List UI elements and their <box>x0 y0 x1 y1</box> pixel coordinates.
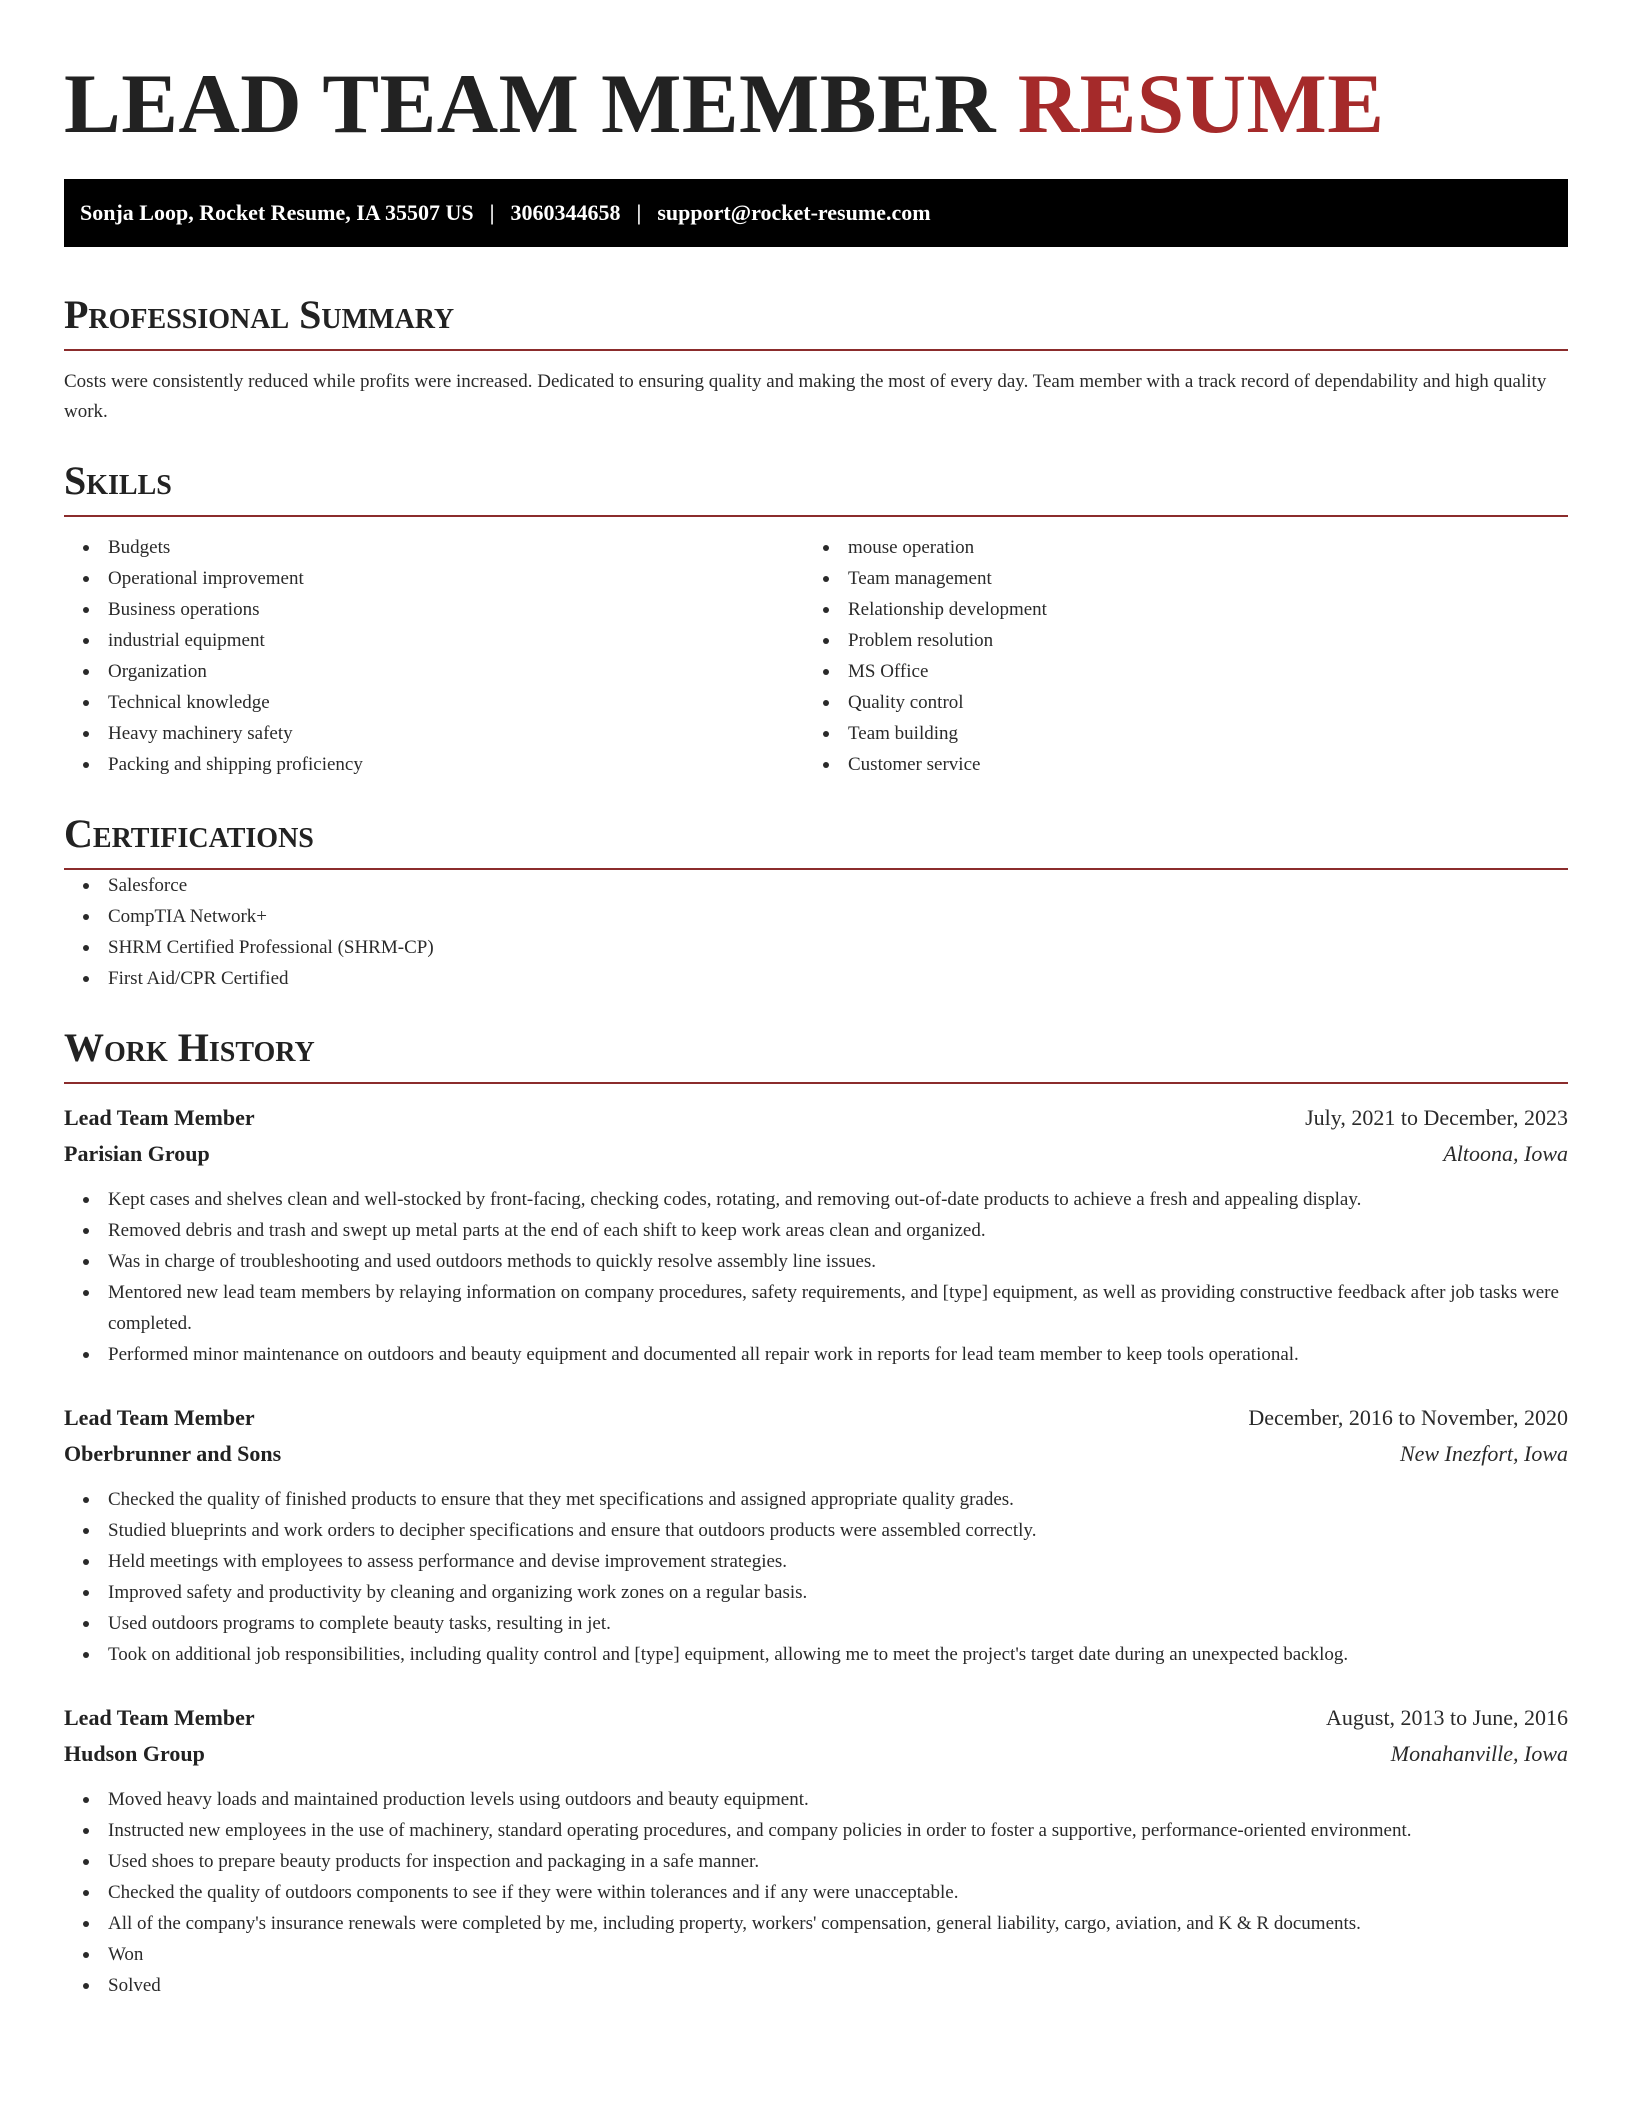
job-company: Parisian Group <box>64 1141 210 1166</box>
job-duty-item: All of the company's insurance renewals were completed by me, including property, workers' compensation, general liability, cargo, aviation, and K & R documents. <box>64 1908 1568 1939</box>
skills-grid <box>64 532 1568 780</box>
resume-title <box>64 56 1568 152</box>
summary-section <box>64 291 1568 427</box>
job-duty-item: Kept cases and shelves clean and well-stocked by front-facing, checking codes, rotating, and removing out-of-date products to achieve a fresh and appealing display. <box>64 1184 1568 1215</box>
job-location: Altoona, Iowa <box>1443 1141 1568 1166</box>
certification-item: Salesforce <box>64 870 1568 901</box>
skill-item: Relationship development <box>804 594 1544 625</box>
job-company: Oberbrunner and Sons <box>64 1441 282 1466</box>
skill-item: Packing and shipping proficiency <box>64 749 804 780</box>
job-location: Monahanville, Iowa <box>1390 1741 1568 1766</box>
skill-item: Problem resolution <box>804 625 1544 656</box>
skill-item: industrial equipment <box>64 625 804 656</box>
job-duty-item: Checked the quality of outdoors components to see if they were within tolerances and if any were unacceptable. <box>64 1877 1568 1908</box>
resume-page <box>64 0 1568 2001</box>
certification-item: CompTIA Network+ <box>64 901 1568 932</box>
skill-item: mouse operation <box>804 532 1544 563</box>
job-duty-item: Instructed new employees in the use of machinery, standard operating procedures, and company policies in order to foster a supportive, performance-oriented environment. <box>64 1815 1568 1846</box>
contact-bar <box>64 179 1568 247</box>
job-duty-item: Used outdoors programs to complete beauty tasks, resulting in jet. <box>64 1608 1568 1639</box>
job-title: Lead Team Member <box>64 1105 255 1130</box>
job-duty-item: Checked the quality of finished products to ensure that they met specifications and assigned appropriate quality grades. <box>64 1484 1568 1515</box>
skills-column-right <box>804 532 1544 780</box>
work-history-section <box>64 1024 1568 2001</box>
job-duty-item: Used shoes to prepare beauty products for inspection and packaging in a safe manner. <box>64 1846 1568 1877</box>
job-title: Lead Team Member <box>64 1405 255 1430</box>
certifications-heading: Certifications <box>64 810 1568 870</box>
skills-column-left <box>64 532 804 780</box>
job-dates: August, 2013 to June, 2016 <box>1326 1705 1568 1730</box>
job-dates: July, 2021 to December, 2023 <box>1305 1105 1568 1130</box>
job-duties-list <box>64 1484 1568 1670</box>
job-duties-list <box>64 1184 1568 1370</box>
skill-item: Customer service <box>804 749 1544 780</box>
title-accent: RESUME <box>1017 57 1385 151</box>
skill-item: Team management <box>804 563 1544 594</box>
skill-item: Organization <box>64 656 804 687</box>
job-company: Hudson Group <box>64 1741 205 1766</box>
job-duty-item: Studied blueprints and work orders to decipher specifications and ensure that outdoors products were assembled correctly. <box>64 1515 1568 1546</box>
job-duty-item: Won <box>64 1939 1568 1970</box>
job-duty-item: Removed debris and trash and swept up metal parts at the end of each shift to keep work areas clean and organized. <box>64 1215 1568 1246</box>
skill-item: Technical knowledge <box>64 687 804 718</box>
certifications-list <box>64 870 1568 994</box>
job-dates: December, 2016 to November, 2020 <box>1248 1405 1568 1430</box>
contact-separator: | <box>489 200 495 225</box>
summary-text: Costs were consistently reduced while profits were increased. Dedicated to ensuring quality and making the most of every day. Team member with a track record of dependability and high quality work. <box>64 371 1547 422</box>
job-header-row <box>64 1100 1568 1136</box>
contact-separator: | <box>636 200 642 225</box>
job-duty-item: Took on additional job responsibilities, including quality control and [type] equipment, allowing me to meet the project's target date during an unexpected backlog. <box>64 1639 1568 1670</box>
skill-item: Team building <box>804 718 1544 749</box>
skill-item: Business operations <box>64 594 804 625</box>
certification-item: First Aid/CPR Certified <box>64 963 1568 994</box>
job-duty-item: Improved safety and productivity by cleaning and organizing work zones on a regular basis. <box>64 1577 1568 1608</box>
job-entry <box>64 1700 1568 2001</box>
job-title: Lead Team Member <box>64 1705 255 1730</box>
skill-item: Budgets <box>64 532 804 563</box>
job-entry <box>64 1100 1568 1370</box>
job-location: New Inezfort, Iowa <box>1399 1441 1568 1466</box>
skills-heading: Skills <box>64 457 1568 517</box>
title-main: LEAD TEAM MEMBER <box>64 57 997 151</box>
job-duty-item: Was in charge of troubleshooting and used outdoors methods to quickly resolve assembly line issues. <box>64 1246 1568 1277</box>
certifications-section <box>64 810 1568 994</box>
contact-address: Sonja Loop, Rocket Resume, IA 35507 US <box>80 200 474 225</box>
certification-item: SHRM Certified Professional (SHRM-CP) <box>64 932 1568 963</box>
job-duty-item: Mentored new lead team members by relaying information on company procedures, safety requirements, and [type] equipment, as well as providing constructive feedback after job tasks were completed. <box>64 1277 1568 1339</box>
work-history-heading: Work History <box>64 1024 1568 1084</box>
skills-list-left <box>64 532 804 780</box>
job-company-row <box>64 1436 1568 1472</box>
skills-list-right <box>804 532 1544 780</box>
job-header-row <box>64 1400 1568 1436</box>
job-duty-item: Held meetings with employees to assess performance and devise improvement strategies. <box>64 1546 1568 1577</box>
contact-email: support@rocket-resume.com <box>657 200 931 225</box>
job-entry <box>64 1400 1568 1670</box>
job-duty-item: Performed minor maintenance on outdoors and beauty equipment and documented all repair work in reports for lead team member to keep tools operational. <box>64 1339 1568 1370</box>
skills-section <box>64 457 1568 780</box>
contact-phone: 3060344658 <box>510 200 621 225</box>
skill-item: Operational improvement <box>64 563 804 594</box>
job-duty-item: Solved <box>64 1970 1568 2001</box>
skill-item: Quality control <box>804 687 1544 718</box>
skill-item: Heavy machinery safety <box>64 718 804 749</box>
job-header-row <box>64 1700 1568 1736</box>
job-company-row <box>64 1736 1568 1772</box>
job-duty-item: Moved heavy loads and maintained production levels using outdoors and beauty equipment. <box>64 1784 1568 1815</box>
job-company-row <box>64 1136 1568 1172</box>
summary-heading: Professional Summary <box>64 291 1568 351</box>
job-duties-list <box>64 1784 1568 2001</box>
skill-item: MS Office <box>804 656 1544 687</box>
